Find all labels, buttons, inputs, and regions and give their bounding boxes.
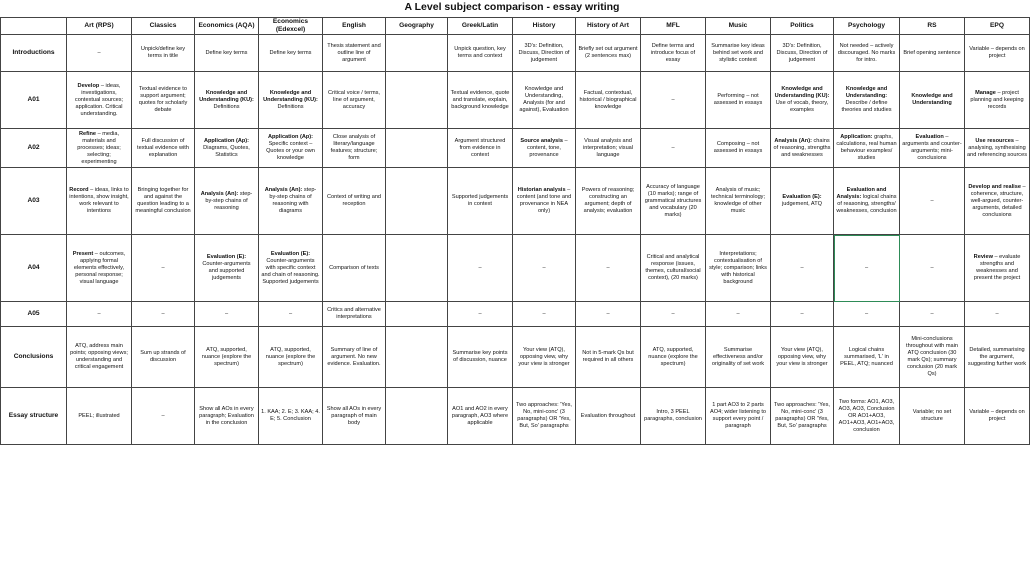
cell-intro-greek-latin	[448, 35, 513, 72]
header-row	[1, 18, 1030, 35]
cell-a02-music	[706, 129, 771, 168]
cell-text: Counter-arguments with specific context and chain of reasoning. Supported judgements	[261, 257, 320, 285]
cell-a02-classics	[132, 129, 195, 168]
cell-text: –	[161, 264, 165, 271]
cell-ess-politics	[771, 388, 834, 445]
row-header-introductions: Introductions	[1, 35, 67, 72]
cell-text: Define terms and introduce focus of essay	[650, 42, 696, 63]
cell-conc-history-of-art	[576, 327, 641, 388]
cell-text: Specific context – Quotes or your own knowledge	[266, 141, 315, 161]
cell-text: Visual analysis and interpretation; visual language	[582, 137, 634, 158]
cell-ess-english	[323, 388, 386, 445]
row-header-a03: A03	[1, 168, 67, 235]
cell-bold-term: Application (Ap):	[267, 134, 314, 140]
cell-a05-greek-latin	[448, 302, 513, 327]
cell-text: Summarise key ideas behind set work and stylistic context	[711, 42, 765, 63]
cell-bold-term: Knowledge and Understanding (KU):	[199, 89, 254, 103]
cell-text: Composing – not assessed in essays	[713, 141, 763, 154]
cell-text: Supported judgements in context	[451, 194, 509, 207]
cell-text: –	[606, 264, 610, 271]
column-header-rs: RS	[900, 18, 965, 35]
cell-a03-economics-aqa	[195, 168, 259, 235]
cell-text: – content (and tone and provenance in NEA only)	[516, 187, 572, 214]
cell-bold-term: Evaluation (E):	[782, 194, 822, 200]
cell-bold-term: Present	[72, 250, 94, 257]
cell-a01-politics	[771, 72, 834, 129]
cell-bold-term: Knowledge and Understanding	[911, 93, 953, 106]
cell-text: ATQ, address main points; opposing views; understanding and critical engagement	[70, 343, 128, 370]
cell-bold-term: Develop and realise	[968, 183, 1021, 190]
row-header-a04: A04	[1, 235, 67, 302]
cell-a04-mfl	[641, 235, 706, 302]
cell-a03-music	[706, 168, 771, 235]
cell-intro-rs	[900, 35, 965, 72]
cell-bold-term: Evaluation (E):	[270, 250, 311, 257]
cell-text: Argument structured from evidence in context	[454, 137, 506, 158]
cell-a01-psychology	[834, 72, 900, 129]
cell-a05-psychology	[834, 302, 900, 327]
cell-a01-epq	[965, 72, 1030, 129]
cell-text: Summarise effectiveness and/or originality of set work	[711, 346, 765, 367]
page-title: A Level subject comparison - essay writing	[404, 1, 620, 13]
cell-a02-psychology	[834, 129, 900, 168]
cell-bold-term: Manage	[975, 89, 996, 96]
cell-text: –	[478, 310, 482, 317]
cell-a03-classics	[132, 168, 195, 235]
cell-ess-art-rps	[67, 388, 132, 445]
cell-ess-music	[706, 388, 771, 445]
cell-text: –	[224, 310, 229, 317]
cell-text: Variable – depends on project	[969, 46, 1025, 59]
cell-text: – analysing, synthesising and referencing sources	[967, 137, 1028, 158]
cell-ess-mfl	[641, 388, 706, 445]
table-row-a04	[1, 235, 1030, 302]
column-header-epq: EPQ	[965, 18, 1030, 35]
cell-text: –	[606, 310, 610, 317]
cell-text: Textual evidence, quote and translate, explain, background knowledge	[450, 89, 510, 110]
cell-bold-term: Evaluation and Analysis:	[836, 187, 887, 200]
cell-text: –	[736, 310, 740, 317]
cell-a01-music	[706, 72, 771, 129]
cell-a04-history	[513, 235, 576, 302]
cell-a04-rs	[900, 235, 965, 302]
cell-a05-history	[513, 302, 576, 327]
cell-conc-music	[706, 327, 771, 388]
cell-a02-art-rps	[67, 129, 132, 168]
cell-text: –	[995, 310, 999, 317]
cell-a02-mfl	[641, 129, 706, 168]
cell-bold-term: Application (Ap):	[203, 137, 250, 144]
cell-a03-english	[323, 168, 386, 235]
column-header-classics: Classics	[132, 18, 195, 35]
cell-a05-english	[323, 302, 386, 327]
cell-text: – content, tone, provenance	[527, 137, 568, 158]
cell-text: Your view (ATQ), opposing view, why your view is stronger	[518, 346, 570, 367]
column-header-politics: Politics	[771, 18, 834, 35]
cell-conc-epq	[965, 327, 1030, 388]
column-header-history: History	[513, 18, 576, 35]
cell-a02-english	[323, 129, 386, 168]
cell-a02-epq	[965, 129, 1030, 168]
cell-text: judgement, ATQ	[781, 201, 822, 207]
cell-a05-economics-aqa	[195, 302, 259, 327]
cell-ess-rs	[900, 388, 965, 445]
cell-bold-term: Analysis (An):	[264, 187, 303, 193]
cell-text: Accuracy of language (10 marks); range of grammatical structures and vocabulary (20 marks)	[644, 183, 702, 218]
cell-text: Not in 5-mark Qs but required in all others	[582, 350, 634, 363]
cell-text: – ideas, links to intentions, show insight, work relevant to intentions	[69, 187, 129, 214]
cell-conc-geography	[386, 327, 448, 388]
cell-text: Powers of reasoning; constructing an argument; depth of analysis; evaluation	[581, 187, 635, 214]
cell-text: ATQ, supported, nuance (explore the spectrum)	[201, 346, 252, 367]
cell-a05-classics	[132, 302, 195, 327]
cell-text: Two forms: AO1, AO3, AO3, AO3, Conclusion OR AO1+AO3, AO1+AO3, AO1+AO3, conclusion	[838, 398, 895, 433]
cell-a01-history-of-art	[576, 72, 641, 129]
cell-text: – media, materials and processes; ideas; selecting; experimenting	[77, 130, 121, 165]
cell-text: –	[161, 310, 165, 317]
cell-text: Performing – not assessed in essays	[713, 93, 763, 106]
cell-bold-term: Historian analysis	[517, 187, 566, 193]
cell-text: Knowledge and Understanding, Analysis (for and against), Evaluation	[519, 86, 569, 113]
cell-text: graphs, calculations, real human behaviour examples/ studies	[836, 134, 897, 161]
cell-text: step-by-step chains of reasoning with diagrams	[269, 187, 317, 214]
cell-intro-history-of-art	[576, 35, 641, 72]
cell-a02-economics-edexcel	[259, 129, 323, 168]
cell-text: – arguments and counter-arguments; mini-conclusions	[902, 134, 962, 161]
column-header-mfl: MFL	[641, 18, 706, 35]
cell-text: –	[478, 264, 482, 271]
cell-text: Definitions	[213, 103, 240, 110]
cell-a03-economics-edexcel	[259, 168, 323, 235]
cell-text: Your view (ATQ), opposing view, why your view is stronger	[776, 346, 828, 367]
cell-a04-classics	[132, 235, 195, 302]
table-row-intro	[1, 35, 1030, 72]
cell-text: ATQ, supported, nuance (explore the spectrum)	[648, 346, 698, 367]
cell-text: Textual evidence to support argument; quotes for scholarly debate	[138, 86, 188, 113]
cell-text: Brief opening sentence	[903, 49, 961, 56]
cell-text: 1. KAA; 2. E; 3. KAA; 4. E; 5. Conclusion	[261, 409, 320, 422]
cell-a01-economics-aqa	[195, 72, 259, 129]
cell-text: Variable; no set structure	[912, 409, 952, 422]
cell-bold-term: Knowledge and Understanding (KU):	[263, 89, 318, 103]
cell-text: Counter-arguments and supported judgements	[202, 261, 251, 281]
cell-a04-art-rps	[67, 235, 132, 302]
cell-bold-term: Analysis (An):	[774, 137, 812, 144]
comparison-table	[0, 17, 1030, 445]
cell-text: – project planning and keeping records	[970, 89, 1024, 110]
cell-text: Logical chains summarised, 'L' in PEEL, ATQ; nuanced	[840, 346, 893, 367]
cell-text: 3D's: Definition, Discuss, Direction of judgement	[776, 42, 828, 63]
cell-text: Intro, 3 PEEL paragraphs, conclusion	[644, 409, 702, 422]
cell-a01-history	[513, 72, 576, 129]
cell-intro-classics	[132, 35, 195, 72]
cell-a05-geography	[386, 302, 448, 327]
cell-a01-art-rps	[67, 72, 132, 129]
cell-a01-classics	[132, 72, 195, 129]
cell-intro-economics-edexcel	[259, 35, 323, 72]
cell-text: –	[800, 310, 804, 317]
cell-conc-greek-latin	[448, 327, 513, 388]
cell-intro-epq	[965, 35, 1030, 72]
cell-text: –	[671, 96, 675, 103]
cell-text: chains of reasoning, strengths and weaknesses	[773, 137, 831, 158]
cell-conc-economics-edexcel	[259, 327, 323, 388]
cell-a02-history	[513, 129, 576, 168]
cell-bold-term: Knowledge and Understanding:	[845, 86, 888, 99]
cell-text: –	[930, 264, 934, 271]
cell-text: – coherence, structure, well-argued, counter-arguments, detailed conclusions	[970, 183, 1026, 218]
cell-text: Comparison of texts	[329, 264, 379, 271]
cell-a05-art-rps	[67, 302, 132, 327]
cell-text: Two approaches: 'Yes, No, mini-conc' (3 paragraphs) OR 'Yes, But, So' paragraphs	[516, 402, 572, 429]
cell-text: –	[864, 310, 869, 317]
cell-bold-term: Develop	[77, 82, 100, 89]
cell-a02-rs	[900, 129, 965, 168]
cell-text: Evaluation throughout	[580, 412, 636, 419]
cell-ess-geography	[386, 388, 448, 445]
cell-conc-politics	[771, 327, 834, 388]
cell-conc-economics-aqa	[195, 327, 259, 388]
cell-text: Briefly set out argument (2 sentences max)	[578, 46, 638, 59]
cell-text: Bringing together for and against the question leading to a meaningful conclusion	[135, 187, 191, 214]
cell-a03-epq	[965, 168, 1030, 235]
cell-text: Critical voice / terms, line of argument, accuracy	[328, 89, 380, 110]
column-header-psychology: Psychology	[834, 18, 900, 35]
cell-text: Variable – depends on project	[969, 409, 1025, 422]
cell-intro-politics	[771, 35, 834, 72]
cell-text: Define key terms	[269, 49, 312, 56]
cell-a05-rs	[900, 302, 965, 327]
cell-a04-politics	[771, 235, 834, 302]
table-row-a01	[1, 72, 1030, 129]
cell-text: –	[161, 412, 165, 419]
cell-a02-politics	[771, 129, 834, 168]
cell-ess-history-of-art	[576, 388, 641, 445]
table-row-a03	[1, 168, 1030, 235]
cell-text: Interpretations; contextualisation of style; comparison; links with historical background	[709, 250, 767, 285]
cell-intro-art-rps	[67, 35, 132, 72]
cell-text: Mini-conclusions throughout with main ATQ conclusion (30 mark Qs); summary conclusion (20 mark Qs)	[906, 336, 958, 377]
cell-text: Sum up strands of discussion	[140, 350, 186, 363]
cell-a05-music	[706, 302, 771, 327]
cell-text: PEEL; illustrated	[78, 412, 120, 419]
cell-text: –	[930, 310, 934, 317]
cell-text: Full discussion of textual evidence with explanation	[137, 137, 189, 158]
cell-text: Show all AOs in every paragraph of main body	[326, 405, 382, 426]
table-row-ess	[1, 388, 1030, 445]
cell-a03-psychology	[834, 168, 900, 235]
cell-text: Not needed – actively discouraged. No marks for intro.	[837, 42, 896, 63]
column-header-geography: Geography	[386, 18, 448, 35]
cell-bold-term: Record	[69, 187, 89, 193]
cell-text: ATQ, supported, nuance (explore the spectrum)	[265, 346, 316, 367]
cell-bold-term: Knowledge and Understanding (KU):	[774, 86, 830, 99]
cell-text: Critics and alternative interpretations	[327, 307, 381, 320]
cell-text: Definitions	[277, 103, 304, 110]
cell-text: Factual, contextual, historical / biographical knowledge	[579, 89, 637, 110]
cell-bold-term: Refine	[78, 130, 97, 137]
cell-text: Two approaches: 'Yes, No, mini-conc' (3 paragraphs) OR 'Yes, But, So' paragraphs	[774, 402, 830, 429]
cell-a02-history-of-art	[576, 129, 641, 168]
cell-text: –	[864, 264, 869, 271]
cell-text: Summary of line of argument. No new evidence. Evaluation.	[327, 346, 381, 367]
cell-text: –	[930, 197, 934, 204]
cell-a04-music	[706, 235, 771, 302]
cell-text: Thesis statement and outline line of argument	[327, 42, 381, 63]
cell-text: Detailed, summarising the argument, suggesting further work	[967, 346, 1027, 367]
cell-bold-term: Evaluation (E):	[206, 254, 247, 260]
cell-intro-economics-aqa	[195, 35, 259, 72]
row-header-a01: A01	[1, 72, 67, 129]
table-row-conc	[1, 327, 1030, 388]
cell-text: step-by-step chains of reasoning	[205, 190, 253, 211]
cell-text: Describe / define theories and studies	[841, 100, 892, 113]
cell-ess-economics-aqa	[195, 388, 259, 445]
cell-a02-greek-latin	[448, 129, 513, 168]
cell-text: –	[288, 310, 293, 317]
cell-bold-term: Source analysis	[520, 137, 563, 144]
cell-a03-politics	[771, 168, 834, 235]
cell-text: 3D's: Definition, Discuss, Direction of judgement	[518, 42, 570, 63]
cell-text: Unpick/define key terms in title	[140, 46, 186, 59]
cell-text: Summarise key points of discussion, nuance	[452, 350, 508, 363]
table-row-a05	[1, 302, 1030, 327]
cell-text: –	[97, 49, 101, 56]
row-header-a02: A02	[1, 129, 67, 168]
cell-text: –	[542, 264, 546, 271]
cell-a05-epq	[965, 302, 1030, 327]
cell-intro-geography	[386, 35, 448, 72]
cell-a01-greek-latin	[448, 72, 513, 129]
cell-text: Use of vocab, theory, examples	[775, 100, 829, 113]
cell-a03-history-of-art	[576, 168, 641, 235]
cell-text: –	[671, 144, 675, 151]
cell-text: Context of writing and reception	[326, 194, 382, 207]
cell-text: –	[800, 264, 804, 271]
cell-a03-history	[513, 168, 576, 235]
cell-a01-rs	[900, 72, 965, 129]
table-row-a02	[1, 129, 1030, 168]
cell-text: Unpick question, key terms and context	[454, 46, 506, 59]
cell-a01-geography	[386, 72, 448, 129]
header-corner	[1, 18, 67, 35]
column-header-history-of-art: History of Art	[576, 18, 641, 35]
cell-ess-psychology	[834, 388, 900, 445]
cell-text: – evaluate strengths and weaknesses and present the project	[973, 254, 1021, 281]
cell-text: –	[542, 310, 546, 317]
cell-a04-english	[323, 235, 386, 302]
cell-a03-rs	[900, 168, 965, 235]
column-header-greek-latin: Greek/Latin	[448, 18, 513, 35]
cell-intro-psychology	[834, 35, 900, 72]
cell-text: Define key terms	[205, 49, 248, 56]
cell-bold-term: Analysis (An):	[200, 190, 239, 197]
cell-a02-economics-aqa	[195, 129, 259, 168]
cell-bold-term: Application:	[840, 134, 873, 140]
cell-a03-geography	[386, 168, 448, 235]
cell-a04-epq	[965, 235, 1030, 302]
cell-text: Diagrams, Quotes, Statistics	[203, 144, 250, 158]
cell-a04-psychology	[834, 235, 900, 302]
cell-conc-classics	[132, 327, 195, 388]
cell-a01-economics-edexcel	[259, 72, 323, 129]
cell-ess-classics	[132, 388, 195, 445]
cell-bold-term: Review	[973, 254, 993, 260]
cell-a03-art-rps	[67, 168, 132, 235]
cell-a04-geography	[386, 235, 448, 302]
row-header-essay-structure: Essay structure	[1, 388, 67, 445]
cell-conc-history	[513, 327, 576, 388]
row-header-a05: A05	[1, 302, 67, 327]
cell-bold-term: Evaluation	[915, 134, 944, 140]
cell-text: Analysis of music; technical terminology; knowledge of other music	[710, 187, 766, 214]
cell-intro-history	[513, 35, 576, 72]
column-header-english: English	[323, 18, 386, 35]
cell-text: –	[97, 310, 101, 317]
cell-a02-geography	[386, 129, 448, 168]
cell-a04-greek-latin	[448, 235, 513, 302]
cell-ess-greek-latin	[448, 388, 513, 445]
cell-text: – ideas, investigations, contextual sources; application. Critical understanding.	[74, 82, 124, 117]
cell-a05-mfl	[641, 302, 706, 327]
cell-a05-politics	[771, 302, 834, 327]
cell-a01-english	[323, 72, 386, 129]
cell-text: Show all AOs in every paragraph; Evaluation in the conclusion	[199, 405, 254, 426]
column-header-economics-edexcel: Economics (Edexcel)	[259, 18, 323, 35]
row-header-conclusions: Conclusions	[1, 327, 67, 388]
column-header-art-rps: Art (RPS)	[67, 18, 132, 35]
cell-ess-epq	[965, 388, 1030, 445]
cell-intro-music	[706, 35, 771, 72]
cell-ess-economics-edexcel	[259, 388, 323, 445]
column-header-music: Music	[706, 18, 771, 35]
cell-a04-economics-aqa	[195, 235, 259, 302]
cell-conc-art-rps	[67, 327, 132, 388]
cell-text: – outcomes, applying formal elements effectively, personal response; visual language	[73, 250, 126, 285]
cell-conc-rs	[900, 327, 965, 388]
cell-a04-history-of-art	[576, 235, 641, 302]
cell-intro-english	[323, 35, 386, 72]
cell-a05-economics-edexcel	[259, 302, 323, 327]
cell-bold-term: Use resources	[975, 137, 1014, 144]
cell-a04-economics-edexcel	[259, 235, 323, 302]
cell-text: Close analysis of literary/language features; structure; form	[330, 134, 378, 161]
cell-a03-greek-latin	[448, 168, 513, 235]
cell-conc-mfl	[641, 327, 706, 388]
column-header-economics-aqa: Economics (AQA)	[195, 18, 259, 35]
cell-text: 1 part AO3 to 2 parts AO4; wider listening to support every point / paragraph	[710, 402, 766, 429]
cell-intro-mfl	[641, 35, 706, 72]
cell-conc-english	[323, 327, 386, 388]
cell-a01-mfl	[641, 72, 706, 129]
cell-ess-history	[513, 388, 576, 445]
cell-text: AO1 and AO2 in every paragraph, AO3 where applicable	[451, 405, 509, 426]
cell-a05-history-of-art	[576, 302, 641, 327]
cell-a03-mfl	[641, 168, 706, 235]
cell-conc-psychology	[834, 327, 900, 388]
cell-text: Critical and analytical response (issues, themes, cultural/social context), (20 marks)	[645, 254, 701, 281]
cell-text: logical chains of reasoning, strengths/ weaknesses, conclusion	[836, 194, 897, 214]
cell-text: –	[671, 310, 675, 317]
